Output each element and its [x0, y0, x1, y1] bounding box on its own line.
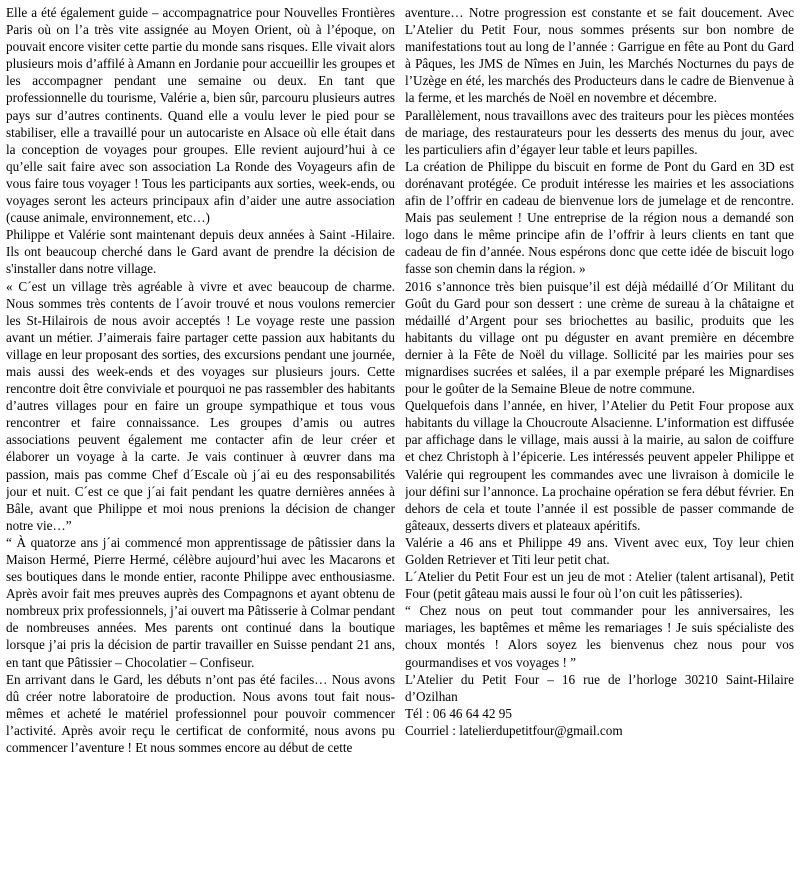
- paragraph: “ À quatorze ans j´ai commencé mon apprentissage de pâtissier dans la Maison Hermé, Pierre Hermé, célèbre aujourd’hui avec les Macarons et ses boutiques dans le monde entier, raconte Philippe avec enthousiasme. Après avoir fait mes preuves auprès des Compagnons et ayant obtenu de nombreux prix professionnels, j’ai ouvert ma Pâtisserie à Colmar pendant de nombreuses années. Mes parents ont continué dans la boutique lorsque j’ai pris la décision de partir travailler en Suisse pendant 21 ans, en tant que Pâtissier – Chocolatier – Confiseur.: [6, 534, 395, 670]
- left-column: [6, 4, 395, 895]
- paragraph: La création de Philippe du biscuit en forme de Pont du Gard en 3D est dorénavant protégée. Ce produit intéresse les mairies et les associations afin de l’offrir en cadeau de bienvenue lors de jumelage et de rencontre. Mais pas seulement ! Une entreprise de la région nous a demandé son logo dans le même principe afin de l’offrir à leurs clients en tant que cadeau de fin d’année. Nous espérons donc que cette idée de biscuit logo fasse son chemin dans la région. »: [405, 158, 794, 277]
- contact-address: L’Atelier du Petit Four – 16 rue de l’horloge 30210 Saint-Hilaire d’Ozilhan: [405, 671, 794, 704]
- paragraph: En arrivant dans le Gard, les débuts n’ont pas été faciles… Nous avons dû créer notre laboratoire de production. Nous avons tout fait nous-mêmes et acheté le matériel professionnel pour pouvoir commencer l’activité. Après avoir reçu le certificat de conformité, nous avons pu commencer l’aventure ! Et nous sommes encore au début de cette: [6, 671, 395, 756]
- paragraph: “ Chez nous on peut tout commander pour les anniversaires, les mariages, les baptêmes et même les remariages ! Je suis spécialiste des choux montés ! Alors soyez les bienvenus chez nous pour vos gourmandises et vos voyages ! ”: [405, 603, 794, 670]
- paragraph: Parallèlement, nous travaillons avec des traiteurs pour les pièces montées de mariage, des restaurateurs pour les desserts des menus du jour, avec les particuliers afin d’égayer leur table et leurs papilles.: [405, 107, 794, 157]
- paragraph: aventure… Notre progression est constante et se fait doucement. Avec L’Atelier du Petit Four, nous sommes présents sur bon nombre de manifestations tout au long de l’année : Garrigue en fête au Pont du Gard à Pâques, les JMS de Nîmes en Juin, les Marchés Nocturnes du pays de l’Uzège en été, les marchés des Producteurs dans le cadre de Bienvenue à la ferme, et les marchés de Noël en novembre et décembre.: [405, 5, 794, 106]
- paragraph: 2016 s’annonce très bien puisque’il est déjà médaillé d´Or Militant du Goût du Gard pour son dessert : une crème de sureau à la châtaigne et médaillé d’Argent pour ses briochettes au basilic, produits que les habitants du village ont pu déguster en avant première en décembre dernier à la Fête de Noël du village. Sollicité par les mairies pour ses mignardises sucrées et salées, il a par exemple préparé les Mignardises pour le goûter de la Semaine Bleue de notre commune.: [405, 278, 794, 397]
- contact-email: Courriel : latelierdupetitfour@gmail.com: [405, 722, 623, 738]
- paragraph: « C´est un village très agréable à vivre et avec beaucoup de charme. Nous sommes très contents de l´avoir trouvé et nous voulons remercier les St-Hilairois de nous avoir acceptés ! Le voyage reste une passion avant un métier. J’aimerais faire partager cette passion aux habitants du village en leur proposant des sorties, des excursions pendant une journée, mais aussi des week-ends et des voyages sur plusieurs jours. Cette rencontre doit être conviviale et pourquoi ne pas rassembler des habitants d’autres villages pour en faire un groupe sympathique et tous vous rencontrer et faire connaissance. Les groupes d’amis ou autres associations peuvent également me contacter afin de leur créer et élaborer un voyage à la carte. Je vais continuer à œuvrer dans ma passion, mais pas comme Chef d´Escale où j´ai eu des responsabilités jour et nuit. C´est ce que j´ai fait pendant les quatre dernières années à Bâle, avant que Philippe et moi nous prenions la décision de changer notre vie…”: [6, 278, 395, 533]
- paragraph: Quelquefois dans l’année, en hiver, l’Atelier du Petit Four propose aux habitants du village la Choucroute Alsacienne. L’information est diffusée par affichage dans le village, mais aussi à la mairie, au salon de coiffure et chez Christoph à l’épicerie. Les intéressés peuvent appeler Philippe et Valérie qui regroupent les commandes avec une livraison à domicile le jour défini sur l’annonce. La prochaine opération se fera début février. En dehors de cela et toute l’année il est possible de passer commande de gâteaux, desserts divers et plateaux apéritifs.: [405, 398, 794, 533]
- right-column: [405, 4, 794, 895]
- paragraph: Elle a été également guide – accompagnatrice pour Nouvelles Frontières Paris où on l’a très vite assignée au Moyen Orient, où à l’époque, on pouvait encore visiter cette partie du monde sans risques. Elle vivait alors plusieurs mois d’affilé à Amann en Jordanie pour accueillir les groupes et les accompagner pendant une semaine ou deux. En tant que professionnelle du tourisme, Valérie a, bien sûr, parcouru plusieurs autres pays sur d’autres continents. Quand elle a voulu lever le pied pour se stabiliser, elle a travaillé pour un autocariste en Alsace où elle était dans la conception de voyages pour groupes. Elle revient aujourd’hui à ce qu’elle sait faire avec son association La Ronde des Voyageurs afin de vous faire tous voyager ! Tous les participants aux sorties, week-ends, ou voyages seront les acteurs principaux afin d’aider une autre association (cause animale, environnement, etc…): [6, 5, 395, 226]
- paragraph: L´Atelier du Petit Four est un jeu de mot : Atelier (talent artisanal), Petit Four (petit gâteau mais aussi le four où l’on cuit les pâtisseries).: [405, 569, 794, 602]
- paragraph: Philippe et Valérie sont maintenant depuis deux années à Saint -Hilaire. Ils ont beaucoup cherché dans le Gard avant de prendre la décision de s'installer dans notre village.: [6, 227, 395, 277]
- contact-phone: Tél : 06 46 64 42 95: [405, 705, 512, 721]
- paragraph: Valérie a 46 ans et Philippe 49 ans. Vivent avec eux, Toy leur chien Golden Retriever et Titi leur petit chat.: [405, 534, 794, 567]
